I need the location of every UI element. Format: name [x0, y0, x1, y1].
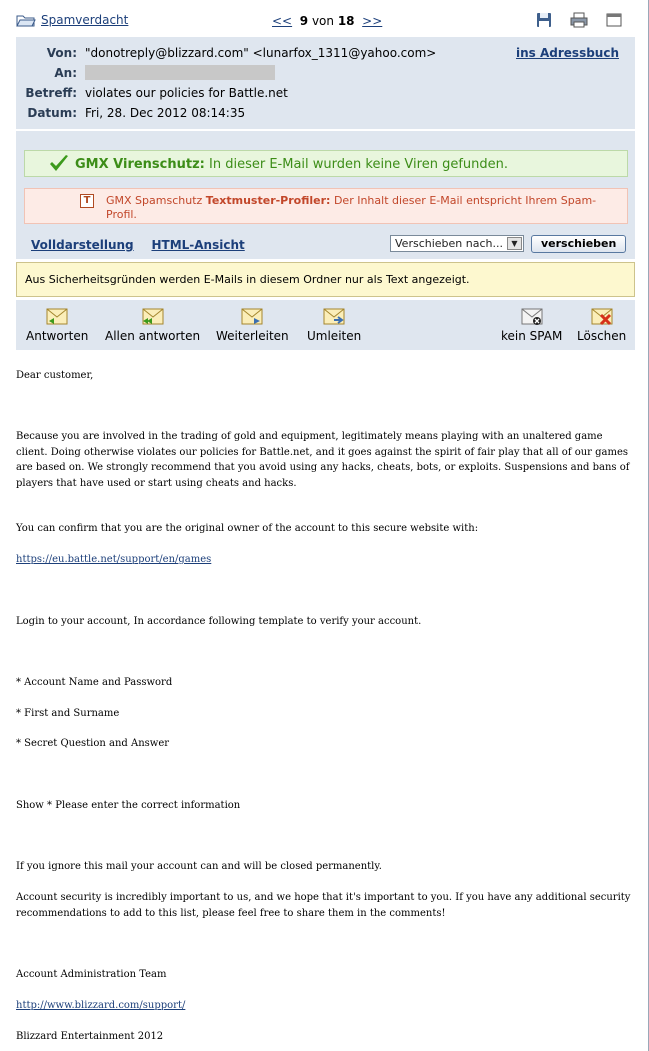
delete-button[interactable]: Löschen: [577, 306, 626, 343]
pager-prev[interactable]: <<: [272, 14, 293, 28]
list-item: * Account Name and Password: [16, 677, 173, 688]
reply-icon: [26, 306, 88, 326]
text-filter-icon: T: [80, 194, 94, 208]
move-button[interactable]: verschieben: [531, 235, 626, 253]
spam-title: Textmuster-Profiler:: [205, 194, 331, 207]
pager-total: 18: [337, 14, 355, 28]
to-redacted: [85, 65, 275, 80]
folder-label[interactable]: Spamverdacht: [41, 13, 129, 27]
list-item: * Secret Question and Answer: [16, 738, 170, 749]
spam-scan-result: [24, 188, 628, 224]
pager-sep: von: [311, 14, 334, 28]
pager: [272, 14, 382, 28]
security-notice: Aus Sicherheitsgründen werden E-Mails in diesem Ordner nur als Text angezeigt.: [16, 262, 635, 297]
folder-link[interactable]: [16, 13, 128, 27]
signature: Blizzard Entertainment 2012: [16, 1031, 164, 1042]
scan-section: [16, 131, 635, 259]
paragraph: Login to your account, In accordance following template to verify your account.: [16, 616, 422, 627]
checkmark-icon: [49, 155, 69, 176]
from-label: Von:: [46, 46, 77, 60]
greeting: Dear customer,: [16, 370, 94, 381]
move-controls: [390, 235, 626, 253]
forward-button[interactable]: Weiterleiten: [216, 306, 289, 343]
no-spam-icon: [501, 306, 562, 326]
list-item: * First and Surname: [16, 708, 120, 719]
to-label: An:: [54, 66, 77, 80]
delete-icon: [577, 306, 626, 326]
support-link[interactable]: https://eu.battle.net/support/en/games: [16, 554, 212, 565]
paragraph: Show * Please enter the correct information: [16, 800, 241, 811]
no-spam-button[interactable]: kein SPAM: [501, 306, 562, 343]
paragraph: Because you are involved in the trading of gold and equipment, legitimately means playing with an unaltered game client. Doing otherwise violates our policies for Battle.net, and it goes against the spirit of fair play that all of our games are based on. We strongly recommend that you avoid using any hacks, cheats, bots, or exploits. Suspensions and bans of players that have used or start using cheats and hacks.: [16, 431, 630, 489]
subject-label: Betreff:: [25, 86, 77, 100]
from-value: "donotreply@blizzard.com" <lunarfox_1311@yahoo.com>: [85, 46, 437, 60]
redirect-icon: [307, 306, 361, 326]
date-value: Fri, 28. Dec 2012 08:14:35: [85, 106, 246, 120]
window-icon[interactable]: [606, 12, 622, 31]
link-paragraph: [16, 552, 632, 568]
view-links: [31, 238, 259, 252]
forward-icon: [216, 306, 289, 326]
html-view-link[interactable]: HTML-Ansicht: [151, 238, 245, 252]
virus-title: GMX Virenschutz:: [75, 157, 205, 172]
mail-header: [16, 37, 635, 129]
action-bar: [16, 300, 635, 350]
chevron-down-icon[interactable]: ▼: [507, 237, 522, 250]
date-label: Datum:: [27, 106, 77, 120]
paragraph: If you ignore this mail your account can and will be closed permanently.: [16, 861, 382, 872]
blizzard-link[interactable]: http://www.blizzard.com/support/: [16, 1000, 186, 1011]
save-icon[interactable]: [536, 12, 552, 31]
folder-icon: [16, 13, 36, 27]
reply-button[interactable]: Antworten: [26, 306, 88, 343]
pager-next[interactable]: >>: [362, 14, 383, 28]
move-folder-select[interactable]: Verschieben nach... ▼: [390, 235, 524, 252]
virus-text: GMX Virenschutz: In dieser E-Mail wurden keine Viren gefunden.: [75, 157, 509, 172]
top-bar: [16, 13, 636, 31]
redirect-button[interactable]: Umleiten: [307, 306, 361, 343]
pager-current: 9: [299, 14, 309, 28]
print-icon[interactable]: [570, 12, 588, 31]
spam-text: GMX Spamschutz Textmuster-Profiler: Der Inhalt dieser E-Mail entspricht Ihrem Spam-Profil.: [106, 194, 597, 221]
link-paragraph: [16, 998, 632, 1014]
reply-all-button[interactable]: Allen antworten: [105, 306, 200, 343]
paragraph: You can confirm that you are the original owner of the account to this secure website with:: [16, 523, 479, 534]
address-book-link[interactable]: ins Adressbuch: [516, 46, 619, 60]
subject-value: violates our policies for Battle.net: [85, 86, 288, 100]
full-view-link[interactable]: Volldarstellung: [31, 238, 134, 252]
signature: Account Administration Team: [16, 969, 167, 980]
paragraph: Account security is incredibly important to us, and we hope that it's important to you. If you have any additional security recommendations to add to this list, please feel free to share them in the comments!: [16, 892, 631, 919]
reply-all-icon: [105, 306, 200, 326]
virus-scan-result: [24, 150, 628, 177]
toolbar-icons: [536, 12, 622, 31]
